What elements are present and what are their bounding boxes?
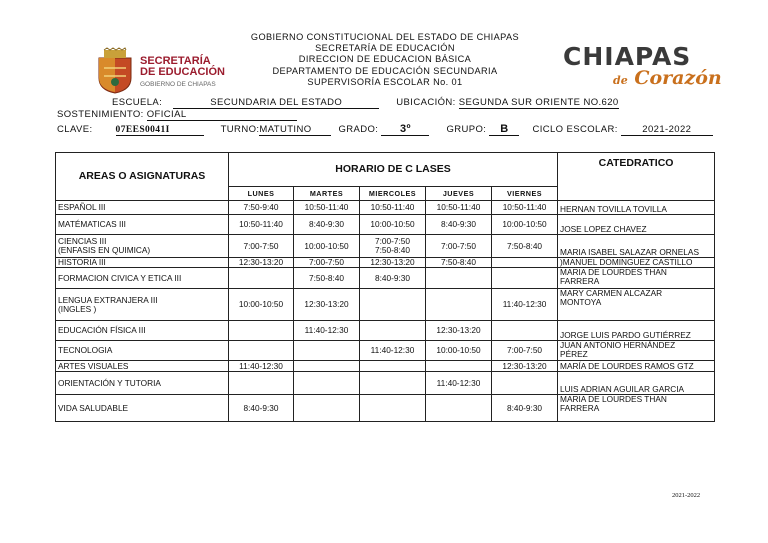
day-miercoles: MIERCOLES [360,187,426,201]
teacher-name: )MANUEL DOMINGUEZ CASTILLO [560,257,693,267]
escuela-label: ESCUELA: [112,97,163,108]
subject-name-detail: (ENFASIS EN QUIMICA) [58,245,151,255]
sostenimiento-label: SOSTENIMIENTO: [57,109,144,120]
teacher-cell [558,215,715,235]
header-line-supervisoria: SUPERVISORÍA ESCOLAR No. 01 [307,76,463,87]
cell-miercoles [360,235,426,258]
time-miercoles: 7:00-7:50 [374,236,411,246]
time-jueves: 7:00-7:50 [440,240,477,251]
ubicacion-label: UBICACIÓN: [396,97,456,108]
cell-miercoles [360,372,426,395]
header-line-government: GOBIERNO CONSTITUCIONAL DEL ESTADO DE CHIAPAS [250,32,520,42]
time-martes: 11:40-12:30 [304,325,349,335]
cell-miercoles [360,268,426,289]
logo-corazon-text: Corazón [634,67,722,89]
subject-cell [56,372,229,395]
grupo-label: GRUPO: [446,124,487,135]
cell-martes [294,268,360,289]
cell-jueves [426,268,492,289]
cell-martes [294,321,360,341]
ciclo-label: CICLO ESCOLAR: [532,124,618,135]
time-lunes: 10:50-11:40 [239,219,283,229]
teacher-name: MARÍA DE LOURDES RAMOS GTZ [560,361,694,371]
teacher-cell [558,395,715,422]
cell-martes [294,235,360,258]
day-lunes: LUNES [229,187,294,201]
subject-name-detail: (INGLES ) [58,303,97,314]
time-martes: 8:40-9:30 [308,219,345,229]
time-jueves: 10:00-10:50 [436,345,481,355]
clave-label: CLAVE: [57,124,93,135]
turno-label: TURNO: [220,124,260,135]
time-miercoles: 12:30-13:20 [370,257,415,267]
cell-lunes [229,395,294,422]
cell-jueves [426,235,492,258]
coat-of-arms-icon [96,48,134,94]
time-viernes: 7:00-7:50 [506,345,543,355]
sostenimiento-value: OFICIAL [147,109,297,121]
teacher-cell [558,372,715,395]
cell-jueves [426,258,492,268]
logo-title-line1: SECRETARÍA [140,55,211,67]
cell-jueves [426,372,492,395]
teacher-cell [558,268,715,289]
cell-lunes [229,341,294,361]
table-row [56,258,715,268]
time-lunes: 12:30-13:20 [238,257,284,267]
turno-value: MATUTINO [259,124,331,136]
time-jueves: 10:50-11:40 [436,202,481,212]
cell-viernes [492,258,558,268]
areas-header: AREAS O ASIGNATURAS [56,153,229,201]
cell-martes [294,289,360,321]
subject-cell [56,235,229,258]
time-jueves: 11:40-12:30 [436,377,481,388]
time-jueves: 7:50-8:40 [440,257,477,267]
time-viernes: 11:40-12:30 [502,299,547,309]
teacher-name-line2: FARRERA [560,403,600,413]
cell-viernes [492,235,558,258]
cell-jueves [426,341,492,361]
subject-name: ORIENTACIÓN Y TUTORIA [58,377,161,388]
time-viernes: 7:50-8:40 [506,240,543,251]
cell-miercoles [360,201,426,215]
subject-cell [56,395,229,422]
ubicacion-value: SEGUNDA SUR ORIENTE NO.620 [458,97,619,108]
table-row [56,268,715,289]
day-jueves: JUEVES [426,187,492,201]
subject-cell [56,258,229,268]
teacher-name: LUIS ADRIAN AGUILAR GARCIA [560,384,685,394]
subject-cell [56,361,229,372]
logo-title-line2: DE EDUCACIÓN [140,66,225,78]
cell-miercoles [360,341,426,361]
cell-miercoles [360,395,426,422]
table-row [56,341,715,361]
horario-header: HORARIO DE C LASES [229,153,558,187]
teacher-cell [558,321,715,341]
escuela-value: SECUNDARIA DEL ESTADO [173,97,379,109]
cell-jueves [426,201,492,215]
teacher-cell [558,201,715,215]
cell-lunes [229,201,294,215]
time-lunes: 7:00-7:50 [243,240,279,251]
chiapas-corazon-logo [563,42,722,90]
footer-cycle: 2021-2022 [672,492,701,499]
cell-jueves [426,215,492,235]
cell-lunes [229,289,294,321]
cell-viernes [492,395,558,422]
cell-miercoles [360,361,426,372]
time-lunes: 10:00-10:50 [238,299,284,309]
teacher-name-line2: MONTOYA [560,297,602,307]
table-row [56,395,715,422]
cell-viernes [492,268,558,289]
table-row [56,215,715,235]
subject-name: LENGUA EXTRANJERA III [58,294,158,305]
table-row [56,201,715,215]
grupo-value: B [489,123,519,136]
cell-martes [294,372,360,395]
cell-viernes [492,289,558,321]
cell-viernes [492,321,558,341]
header-line-secretaria: SECRETARÍA DE EDUCACIÓN [315,43,455,54]
time-martes: 7:50-8:40 [308,272,345,283]
grado-value: 3º [381,123,429,136]
cell-martes [294,395,360,422]
clave-value: 07EES0041I [116,125,204,136]
time-lunes: 7:50-9:40 [243,202,279,212]
subject-cell [56,215,229,235]
subject-cell [56,321,229,341]
subject-name: ESPAÑOL III [58,202,106,212]
time-viernes: 8:40-9:30 [506,402,543,413]
subject-name: ARTES VISUALES [58,360,129,371]
cell-lunes [229,215,294,235]
cell-martes [294,215,360,235]
cell-viernes [492,341,558,361]
cell-lunes [229,235,294,258]
teacher-name: MARIA DE LOURDES THAN [560,394,667,404]
table-row [56,361,715,372]
time-martes: 10:00-10:50 [304,240,349,251]
time-lunes: 11:40-12:30 [239,360,283,371]
teacher-cell [558,289,715,321]
cell-miercoles [360,289,426,321]
time-martes: 10:50-11:40 [304,202,349,212]
teacher-name: MARIA DE LOURDES THAN [560,267,667,277]
cell-lunes [229,321,294,341]
time-martes: 12:30-13:20 [304,299,349,309]
subject-cell [56,268,229,289]
teacher-name: JORGE LUIS PARDO GUTIÉRREZ [560,330,691,340]
table-row [56,289,715,321]
subject-cell [56,289,229,321]
class-schedule-table [55,152,715,422]
teacher-name: JUAN ANTONIO HERNÁNDEZ [560,340,676,350]
day-viernes: VIERNES [492,187,558,201]
ciclo-value: 2021-2022 [621,124,713,136]
header-line-departamento: DEPARTAMENTO DE EDUCACIÓN SECUNDARIA [272,65,498,76]
teacher-name: MARIA ISABEL SALAZAR ORNELAS [560,247,699,257]
subject-name: MATÉMATICAS III [58,219,126,229]
time-martes: 7:00-7:50 [308,257,345,267]
teacher-name-line2: PÉREZ [560,349,588,359]
header-line-direccion: DIRECCION DE EDUCACION BÁSICA [298,54,472,65]
subject-name: EDUCACIÓN FÍSICA III [58,325,146,335]
cell-miercoles [360,215,426,235]
cell-jueves [426,321,492,341]
clave-row [57,123,713,136]
teacher-name: MARY CARMEN ALCAZAR [560,288,663,298]
cell-martes [294,258,360,268]
school-info-row [112,97,619,109]
subject-name: TECNOLOGIA [58,345,113,355]
cell-viernes [492,361,558,372]
sostenimiento-row [57,109,297,121]
time-jueves: 8:40-9:30 [440,219,477,229]
time-miercoles: 11:40-12:30 [370,345,415,355]
cell-jueves [426,289,492,321]
subject-name: HISTORIA III [58,257,106,267]
time-miercoles: 10:50-11:40 [370,202,415,212]
subject-name: VIDA SALUDABLE [58,402,129,413]
cell-viernes [492,215,558,235]
cell-lunes [229,361,294,372]
logo-de-text: de [613,74,628,87]
subject-cell [56,341,229,361]
cell-lunes [229,268,294,289]
catedratico-header: CATEDRATICO [558,153,715,201]
table-row [56,235,715,258]
cell-martes [294,361,360,372]
logo-chiapas-text: CHIAPAS [563,42,692,71]
time-viernes: 10:00-10:50 [502,219,547,229]
time-lunes: 8:40-9:30 [243,402,279,413]
cell-lunes [229,372,294,395]
table-row [56,372,715,395]
time-miercoles: 10:00-10:50 [370,219,415,229]
teacher-name-line2: FARRERA [560,276,600,286]
cell-miercoles [360,321,426,341]
cell-martes [294,201,360,215]
cell-martes [294,341,360,361]
document-header [230,32,540,88]
day-martes: MARTES [294,187,360,201]
secretaria-logo [96,42,225,102]
time-viernes: 10:50-11:40 [502,202,547,212]
table-row [56,321,715,341]
cell-jueves [426,395,492,422]
cell-jueves [426,361,492,372]
subject-name: FORMACION CIVICA Y ETICA III [58,272,182,283]
logo-subtitle: GOBIERNO DE CHIAPAS [140,81,216,88]
grado-label: GRADO: [338,124,379,135]
cell-miercoles [360,258,426,268]
teacher-cell [558,361,715,372]
subject-cell [56,201,229,215]
time-miercoles: 8:40-9:30 [374,272,411,283]
teacher-name: JOSE LOPEZ CHAVEZ [560,224,647,234]
subject-name: CIENCIAS III [58,236,107,246]
cell-lunes [229,258,294,268]
time-jueves: 12:30-13:20 [436,325,481,335]
time-miercoles-2: 7:50-8:40 [374,245,411,255]
teacher-cell [558,258,715,268]
time-viernes: 12:30-13:20 [502,360,547,371]
teacher-cell [558,235,715,258]
table-header-row [56,153,715,187]
cell-viernes [492,201,558,215]
cell-viernes [492,372,558,395]
teacher-cell [558,341,715,361]
teacher-name: HERNAN TOVILLA TOVILLA [560,204,667,214]
